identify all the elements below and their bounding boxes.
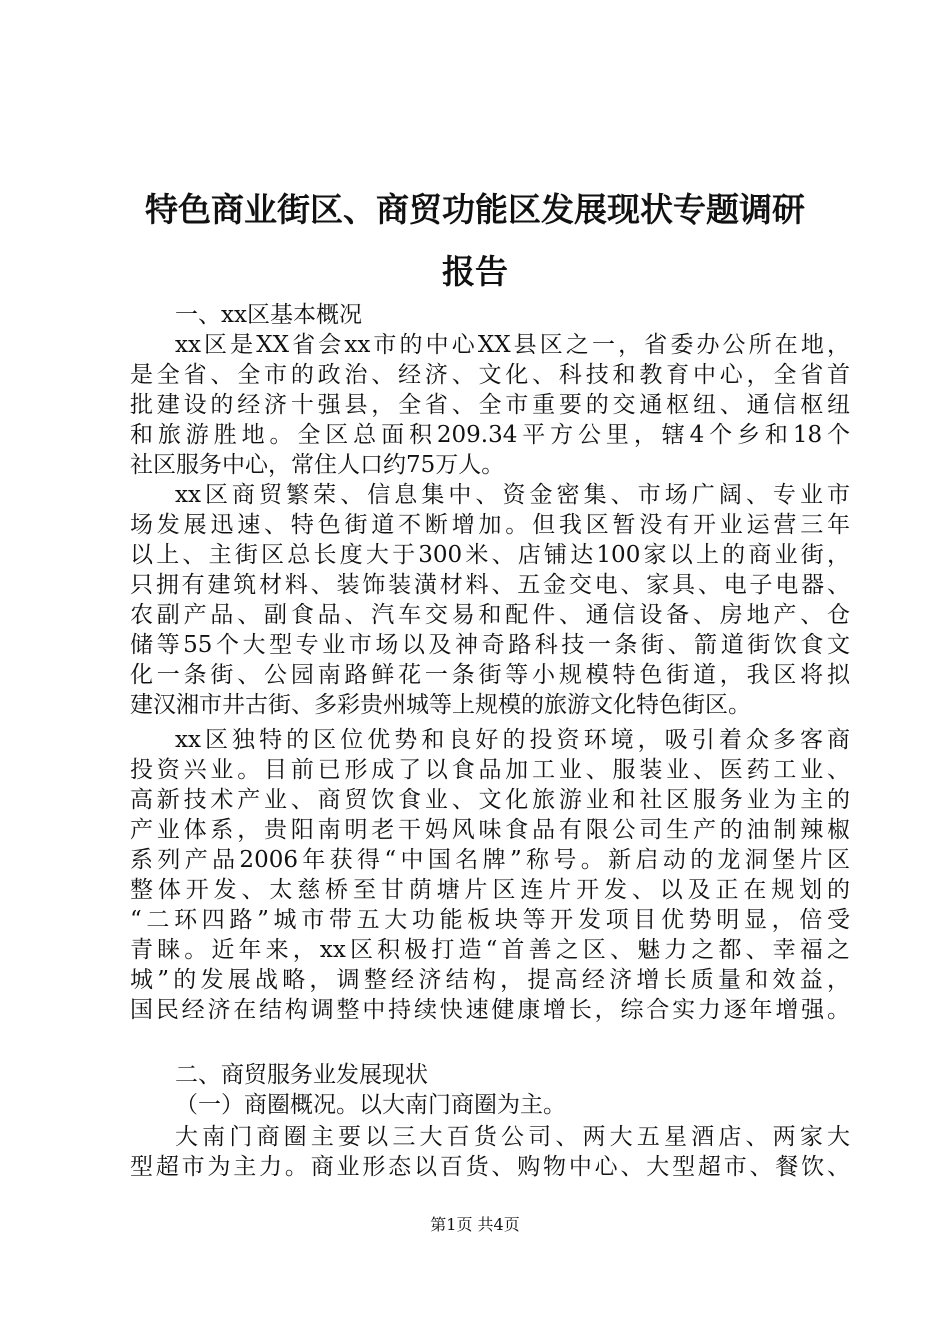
paragraph-line: 系列产品2006年获得“中国名牌”称号。新启动的龙洞堡片区: [130, 847, 850, 873]
paragraph-line: 社区服务中心，常住人口约75万人。: [130, 452, 505, 478]
paragraph-line: 整体开发、太慈桥至甘荫塘片区连片开发、以及正在规划的: [130, 877, 850, 903]
paragraph-line: 大南门商圈主要以三大百货公司、两大五星酒店、两家大: [175, 1124, 850, 1150]
paragraph-line: 和旅游胜地。全区总面积209.34平方公里，辖4个乡和18个: [130, 422, 850, 448]
paragraph-line: 储等55个大型专业市场以及神奇路科技一条街、箭道街饮食文: [130, 632, 850, 658]
paragraph-line: 只拥有建筑材料、装饰装潢材料、五金交电、家具、电子电器、: [130, 572, 850, 598]
paragraph-line: 城”的发展战略，调整经济结构，提高经济增长质量和效益，: [130, 967, 850, 993]
paragraph-line: 高新技术产业、商贸饮食业、文化旅游业和社区服务业为主的: [130, 787, 850, 813]
document-title-line-2: 报告: [442, 252, 508, 291]
paragraph-line: 是全省、全市的政治、经济、文化、科技和教育中心，全省首: [130, 362, 850, 388]
paragraph-line: “二环四路”城市带五大功能板块等开发项目优势明显，倍受: [130, 907, 850, 933]
paragraph-line: xx区是XX省会xx市的中心XX县区之一，省委办公所在地，: [175, 332, 850, 358]
paragraph-line: 化一条街、公园南路鲜花一条街等小规模特色街道，我区将拟: [130, 662, 850, 688]
section-heading-2: 二、商贸服务业发展现状: [175, 1062, 428, 1088]
paragraph-line: 型超市为主力。商业形态以百货、购物中心、大型超市、餐饮、: [130, 1154, 850, 1180]
subsection-heading: （一）商圈概况。以大南门商圈为主。: [175, 1092, 566, 1118]
page-footer: 第1页 共4页: [430, 1215, 520, 1234]
paragraph-line: xx区独特的区位优势和良好的投资环境，吸引着众多客商: [175, 727, 850, 753]
paragraph-line: xx区商贸繁荣、信息集中、资金密集、市场广阔、专业市: [175, 482, 850, 508]
paragraph-line: 批建设的经济十强县，全省、全市重要的交通枢纽、通信枢纽: [130, 392, 850, 418]
paragraph-line: 场发展迅速、特色街道不断增加。但我区暂没有开业运营三年: [130, 512, 850, 538]
paragraph-line: 投资兴业。目前已形成了以食品加工业、服装业、医药工业、: [130, 757, 850, 783]
document-title-line-1: 特色商业街区、商贸功能区发展现状专题调研: [145, 190, 805, 229]
section-heading-1: 一、xx区基本概况: [175, 302, 362, 328]
paragraph-line: 产业体系，贵阳南明老干妈风味食品有限公司生产的油制辣椒: [130, 817, 850, 843]
paragraph-line: 青睐。近年来，xx区积极打造“首善之区、魅力之都、幸福之: [130, 937, 850, 963]
paragraph-line: 国民经济在结构调整中持续快速健康增长，综合实力逐年增强。: [130, 997, 850, 1023]
paragraph-line: 农副产品、副食品、汽车交易和配件、通信设备、房地产、仓: [130, 602, 850, 628]
paragraph-line: 以上、主街区总长度大于300米、店铺达100家以上的商业街，: [130, 542, 850, 568]
paragraph-line: 建汉湘市井古街、多彩贵州城等上规模的旅游文化特色街区。: [130, 692, 751, 718]
